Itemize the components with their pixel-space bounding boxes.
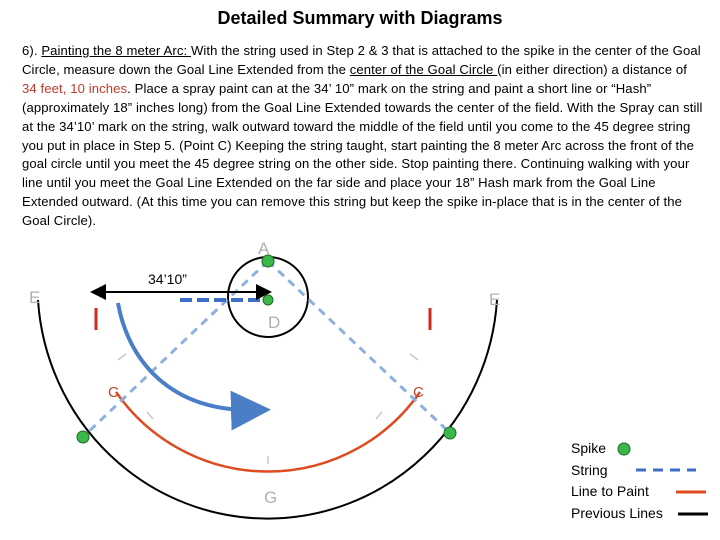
distance-label: 34’10”	[148, 271, 187, 287]
step-number: 6).	[22, 43, 42, 58]
label-g: G	[264, 488, 278, 507]
tick-mark	[376, 412, 382, 419]
legend-previous-label: Previous Lines	[571, 504, 663, 521]
legend	[571, 438, 663, 524]
spike-d	[263, 295, 273, 305]
label-c-right: C	[413, 384, 424, 401]
paragraph-text-3: . Place a spray paint can at the 34’ 10” mark on the string and paint a short line or “Hash” (approximately 18” inches long) from the Goal Line Extended towards the center of the field. With the Spray can still at the 34’10’ mark on the string, walk outward toward the middle of the field until you come to the 45 degree string you put in place in Step 5. (Point C) Keeping the string taught, start painting the 8 meter Arc across the front of the goal circle until you meet the 45 degree string on the other side. Stop painting there. Continuing walking with your line until you meet the Goal Line Extended on the far side and place your 18” Hash mark from the Goal Line Extended outward. (At this time you can remove this string but keep the spike in-place that is in the center of the Goal Circle).	[22, 80, 703, 229]
label-d: D	[268, 313, 281, 332]
legend-item-paint	[571, 481, 663, 503]
label-c-left: C	[108, 384, 119, 401]
legend-string-label: String	[571, 461, 608, 478]
tick-mark	[410, 354, 418, 360]
label-a: A	[258, 239, 270, 258]
legend-paint-label: Line to Paint	[571, 483, 649, 499]
tick-mark	[147, 412, 153, 419]
page-title: Detailed Summary with Diagrams	[217, 8, 503, 28]
step-heading: Painting the 8 meter Arc:	[41, 43, 191, 58]
paragraph-text-2: (in either direction) a distance of	[497, 61, 687, 77]
legend-item-string	[571, 460, 663, 482]
measurement-text: 34 feet, 10 inches	[22, 80, 128, 96]
legend-item-spike	[571, 438, 663, 460]
string-45-right	[268, 261, 450, 433]
underlined-phrase: center of the Goal Circle	[349, 61, 498, 77]
spike-left	[77, 431, 89, 443]
legend-item-previous	[571, 503, 663, 525]
tick-mark	[118, 354, 126, 360]
legend-spike-label: Spike	[571, 440, 607, 456]
outer-field-arc	[38, 300, 497, 519]
paragraph-text-1: With the string used in Step 2 & 3 that is attached to the spike in the center of the Goal Circle, measure down the Goal Line Extended from the	[22, 43, 701, 77]
label-e-left: E	[29, 288, 41, 307]
spike-right	[444, 427, 456, 439]
label-e-right: E	[489, 290, 501, 309]
